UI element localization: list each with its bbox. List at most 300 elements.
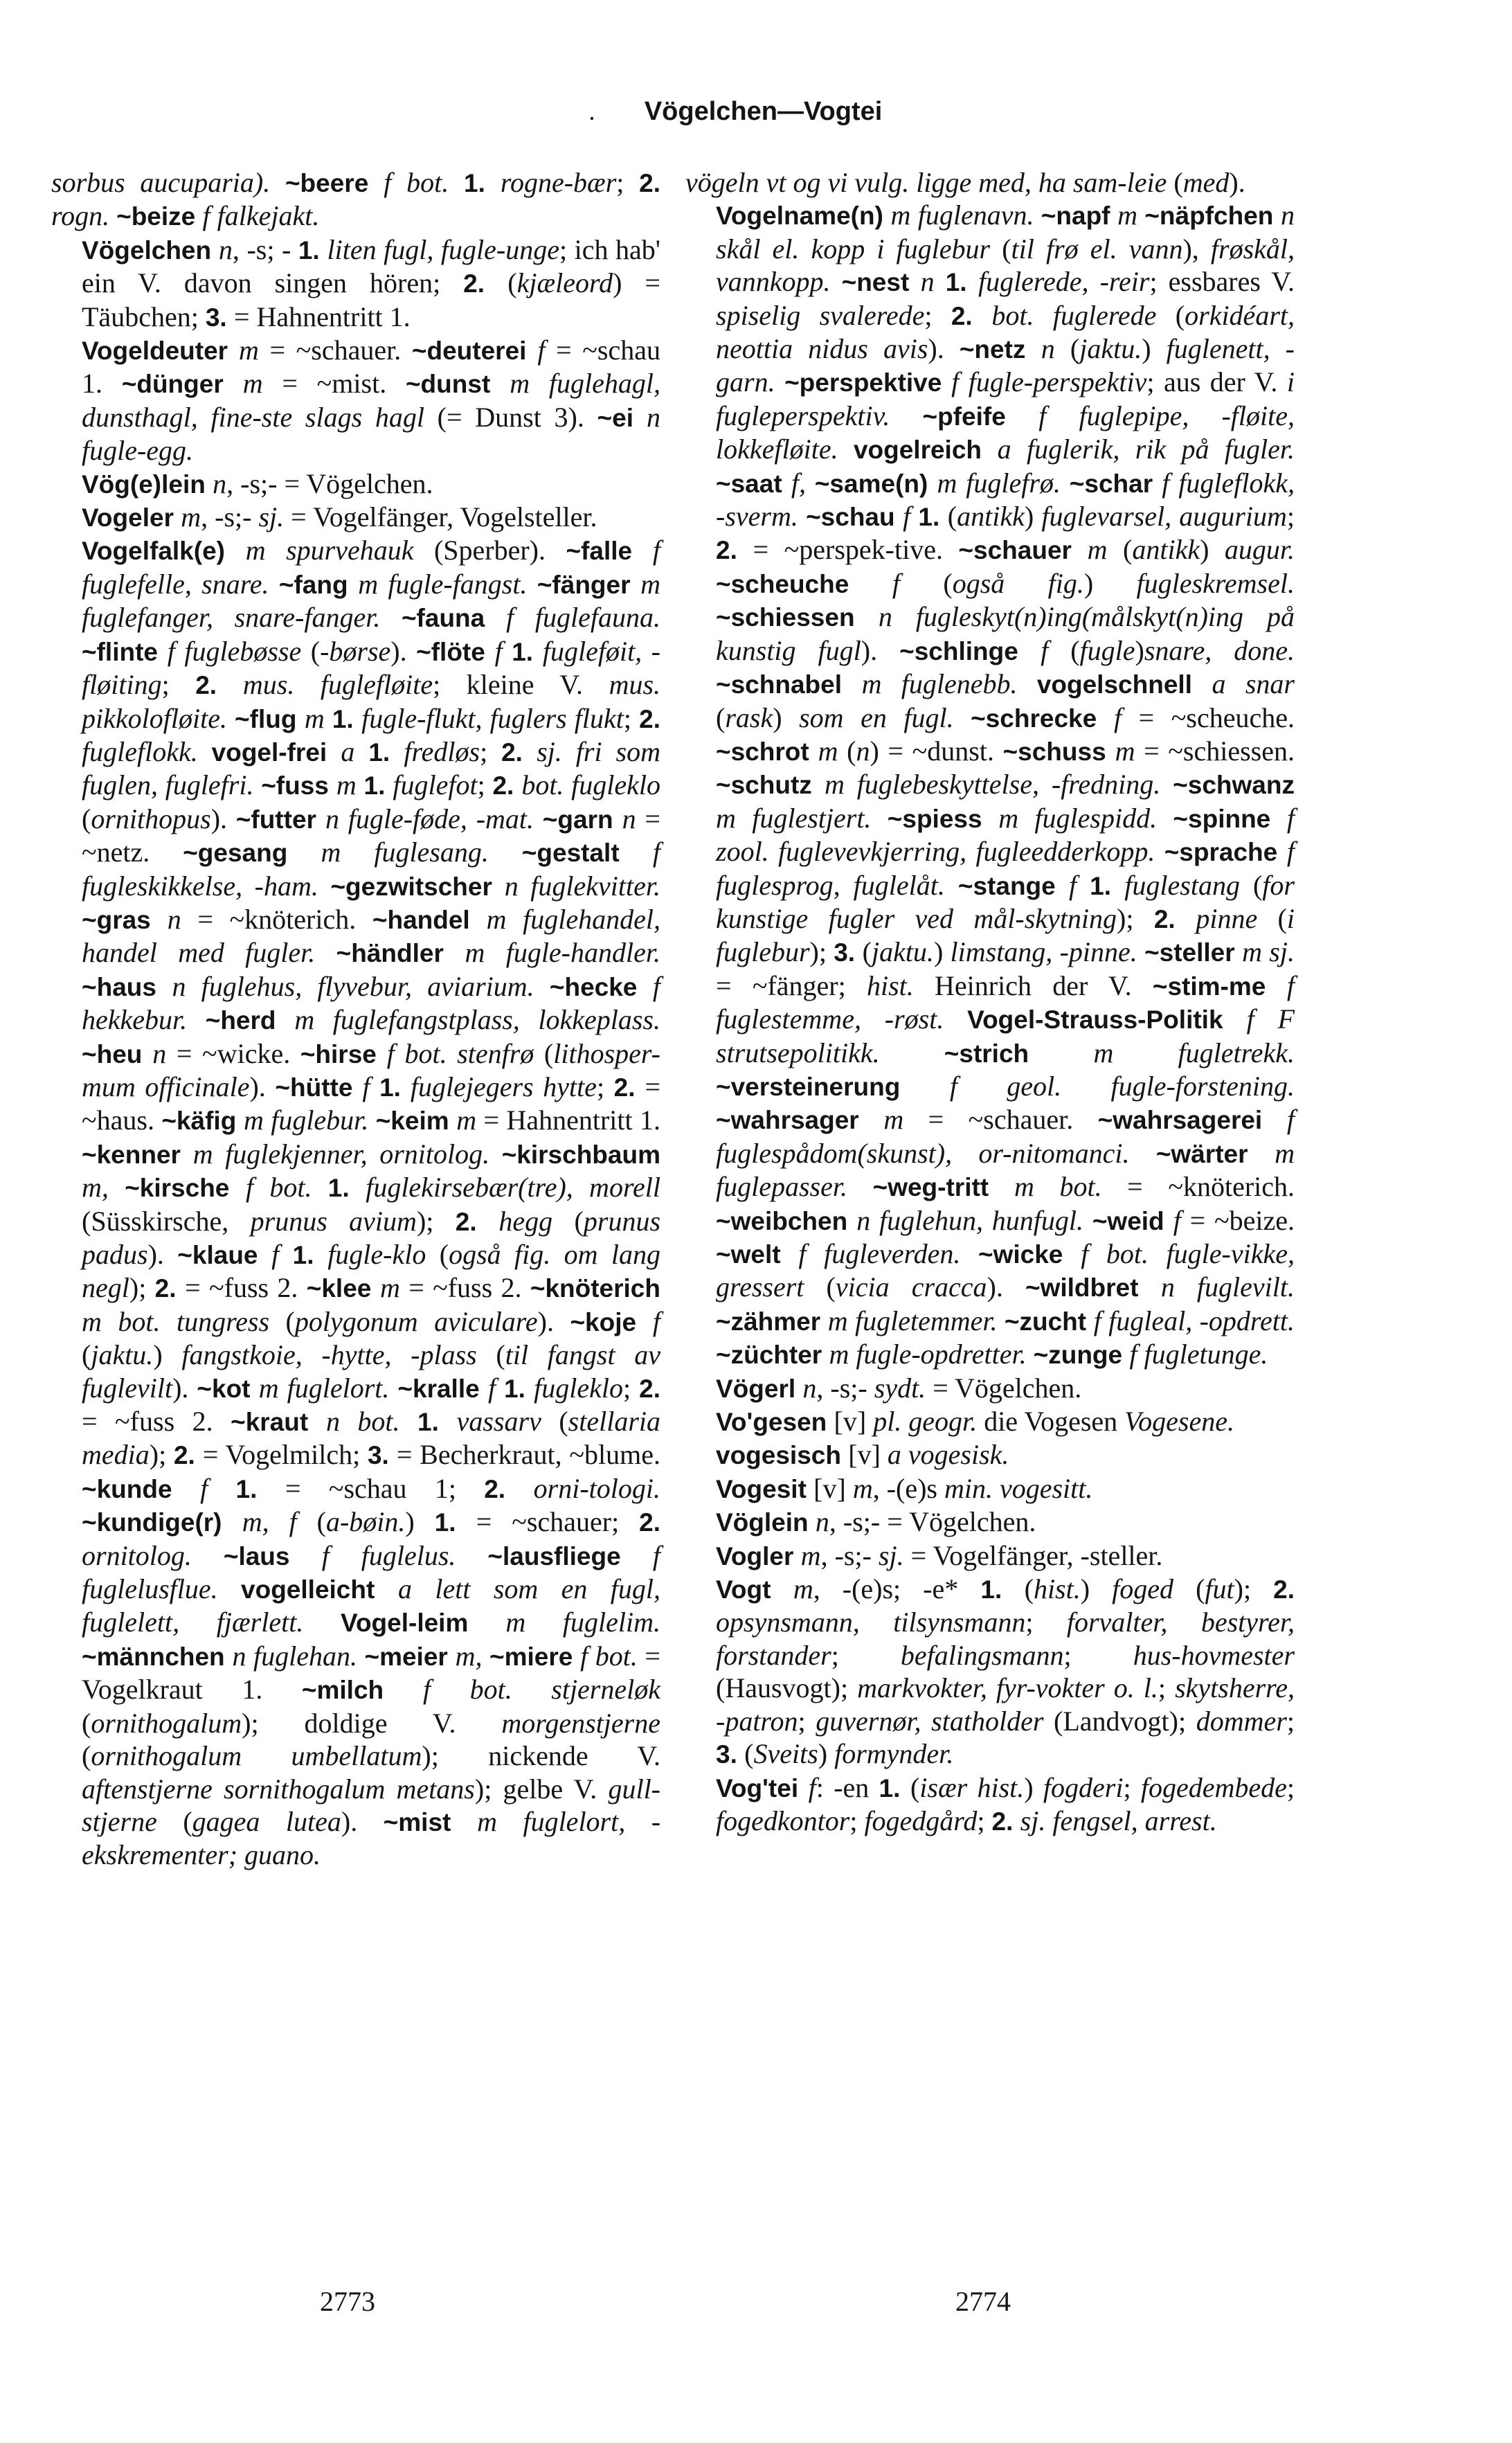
entry-text: = ~schau 1. — [82, 334, 660, 400]
entry-translation: bot. fuglerede — [991, 299, 1157, 331]
entry-headword: ~schiessen — [716, 603, 879, 632]
entry-headword: ~nest — [841, 268, 921, 297]
entry-translation: f fugle-perspektiv — [951, 366, 1147, 398]
entry-text: ( — [947, 501, 957, 533]
entry-text: = ~mist. — [262, 368, 406, 400]
entry-translation: formynder. — [834, 1738, 954, 1770]
entry-headword: 2. — [455, 1207, 499, 1236]
entry-translation: m fuglepasser. — [716, 1137, 1295, 1203]
entry-headword: ~netz — [959, 335, 1041, 364]
entry-translation: f fuglelus. — [321, 1539, 488, 1571]
entry-headword: ~mist — [383, 1807, 478, 1836]
entry-headword: ~händler — [336, 939, 465, 968]
entry-translation: sorbus aucuparia). — [51, 167, 285, 198]
entry-translation: m fugle-handler. — [465, 937, 661, 969]
entry-translation: m — [456, 1104, 477, 1136]
entry-text: ) — [818, 1738, 835, 1770]
entry-translation: bot. fugleklo — [521, 769, 660, 801]
entry-headword: ~kirschbaum — [501, 1140, 660, 1169]
entry-translation: vassarv — [456, 1406, 541, 1438]
entry-text: = ~schauer. — [903, 1104, 1098, 1136]
entry-translation: n fuglehun, hunfugl. — [856, 1204, 1092, 1236]
entry-translation: rask — [725, 701, 773, 733]
entry-headword: ~koje — [570, 1307, 653, 1336]
entry-translation: f — [537, 334, 546, 366]
entry-text: ) — [153, 1339, 182, 1371]
entry-translation: fut — [1205, 1573, 1234, 1605]
entry-translation: m fuglefangstplass, lokkeplass. — [294, 1004, 660, 1036]
entry-translation: f zool. fuglevevkjerring, fugleedderkopp. — [716, 802, 1295, 868]
entry-translation: f — [200, 1472, 236, 1504]
entry-text: ( — [507, 267, 517, 299]
entry-translation: f — [808, 1771, 816, 1803]
entry-translation: f — [1173, 1204, 1181, 1236]
entry-headword: 1. — [945, 268, 978, 297]
entry-text: ) — [1080, 1573, 1113, 1605]
dictionary-entry — [685, 1472, 1295, 1505]
entry-text: ); — [416, 1205, 456, 1237]
entry-translation: f bot. stjerneløk — [422, 1674, 660, 1706]
entry-headword: 2. — [991, 1807, 1020, 1836]
entry-headword: ~deuterei — [411, 337, 538, 366]
entry-text: ( — [1239, 869, 1263, 901]
entry-headword: ~napf — [1041, 202, 1118, 231]
entry-translation: fugle-flukt, fuglers flukt — [361, 702, 624, 734]
entry-headword: Vogt — [716, 1575, 793, 1604]
entry-translation: f bot. — [245, 1172, 328, 1203]
entry-headword: ~strich — [944, 1039, 1094, 1068]
entry-headword: ~heu — [82, 1039, 153, 1068]
entry-headword: 2. — [639, 169, 660, 197]
entry-headword: ~flinte — [82, 637, 168, 666]
entry-headword: ~versteinerung — [716, 1072, 950, 1101]
entry-headword: ~lausfliege — [487, 1541, 653, 1570]
entry-text: ; — [477, 769, 493, 801]
entry-translation: m fugle-fangst. — [358, 568, 537, 600]
entry-text: ; — [480, 735, 502, 767]
entry-translation: fredløs — [404, 735, 480, 767]
entry-headword: ~weid — [1092, 1206, 1173, 1235]
entry-translation: n — [802, 1372, 817, 1404]
entry-text: ) — [1135, 634, 1144, 666]
entry-headword: 2. — [195, 671, 243, 700]
entry-text: (Hausvogt); — [716, 1672, 858, 1704]
entry-text: ) = Täubchen; — [82, 267, 660, 332]
dictionary-entry — [51, 166, 660, 233]
entry-translation: som en fugl. — [799, 701, 971, 733]
entry-translation: m — [793, 1573, 813, 1605]
entry-translation: m — [181, 501, 201, 533]
entry-headword: vogelschnell — [1036, 670, 1212, 699]
entry-text: ( — [990, 233, 1011, 265]
entry-translation: m — [1115, 735, 1135, 767]
entry-text: = ~knöterich. — [181, 903, 372, 935]
entry-translation: n fuglekvitter. — [504, 870, 660, 902]
page-number-left: 2773 — [320, 2286, 375, 2317]
entry-text: = ~schiessen. — [1135, 735, 1295, 767]
entry-translation: f — [652, 1305, 660, 1337]
entry-translation: f fuglelusflue. — [82, 1539, 660, 1605]
entry-headword: 2. — [173, 1441, 203, 1470]
entry-translation: snare, done. — [1144, 634, 1295, 666]
entry-text: ). — [390, 635, 417, 667]
entry-headword: ~flöte — [416, 637, 495, 666]
entry-text: ( — [426, 1239, 449, 1270]
entry-headword: ~dünger — [121, 370, 243, 399]
entry-text: = ~fänger; — [716, 969, 867, 1001]
entry-text: ( — [838, 735, 856, 767]
entry-translation: n — [167, 903, 181, 935]
entry-text: = Vögelchen. — [926, 1372, 1082, 1404]
entry-text: ( — [1156, 299, 1185, 331]
entry-translation: fuglejegers hytte — [410, 1071, 597, 1102]
entry-translation: stellaria media — [82, 1406, 660, 1471]
entry-text: ; — [616, 167, 640, 198]
entry-translation: f — [903, 501, 919, 533]
entry-text: ( — [82, 1707, 91, 1739]
entry-headword: 2. — [484, 1474, 534, 1503]
entry-headword: Vogel-leim — [341, 1609, 506, 1638]
entry-headword: ~welt — [716, 1240, 799, 1269]
entry-translation: m sj. — [1242, 936, 1295, 968]
entry-headword: ~wärter — [1155, 1139, 1275, 1168]
entry-text: ( — [744, 1738, 754, 1770]
entry-translation: f fugleskikkelse, -ham. — [82, 836, 660, 902]
entry-translation: f — [1069, 869, 1090, 901]
dictionary-entry — [685, 1405, 1295, 1438]
entry-text: ); — [1117, 902, 1154, 934]
entry-text: ( — [804, 1271, 836, 1303]
dictionary-entry — [51, 233, 660, 334]
entry-headword: ~fänger — [537, 570, 641, 599]
entry-text: ; — [596, 1071, 614, 1102]
entry-text: ( — [552, 1205, 584, 1237]
entry-headword: ~futter — [235, 805, 325, 834]
entry-text: ( — [301, 635, 321, 667]
page-header — [0, 97, 1512, 127]
entry-translation: markvokter, fyr-vokter o. l. — [857, 1672, 1158, 1704]
entry-translation: fangstkoie, -hytte, -plass — [181, 1339, 477, 1371]
entry-text: ( — [1167, 167, 1183, 198]
entry-translation: m fuglekjenner, ornitolog. — [192, 1138, 502, 1170]
entry-translation: f fugleverden. — [798, 1238, 978, 1269]
entry-headword: ~zucht — [1004, 1307, 1094, 1336]
entry-translation: lithosper-mum officinale — [82, 1037, 660, 1102]
entry-translation: f — [362, 1071, 380, 1102]
entry-translation: f fuglebøsse — [167, 635, 302, 667]
entry-headword: 1. — [298, 235, 327, 265]
entry-headword: ~schutz — [716, 771, 825, 800]
entry-text: ). — [210, 803, 236, 834]
entry-translation: ornithopus — [91, 803, 211, 834]
entry-text: = ~knöterich. — [1101, 1171, 1295, 1203]
entry-text: = ~scheuche. — [1122, 701, 1295, 733]
entry-translation: n fugle-føde, -mat. — [325, 803, 543, 834]
entry-translation: f, — [791, 467, 815, 499]
entry-text: , -s; - — [232, 233, 298, 265]
entry-translation: hist. — [866, 969, 914, 1001]
entry-text: ( — [716, 701, 726, 733]
entry-headword: vogelleicht — [241, 1575, 398, 1604]
entry-translation: m fuglefrø. — [937, 467, 1070, 499]
entry-headword: ~schwanz — [1173, 771, 1295, 800]
entry-translation: spiselig svalerede — [716, 299, 925, 331]
entry-translation: a-bøin. — [325, 1506, 406, 1538]
entry-headword: 2. — [639, 1508, 661, 1537]
entry-translation: jaktu. — [871, 936, 934, 968]
entry-translation: n — [213, 467, 227, 499]
entry-headword: ~wildbret — [1025, 1273, 1161, 1303]
entry-text: = ~netz. — [82, 803, 660, 868]
entry-headword: Vöglein — [716, 1508, 816, 1537]
entry-translation: aftenstjerne sornithogalum metans — [82, 1773, 475, 1805]
entry-text: = Hahnentritt 1. — [233, 301, 411, 332]
entry-translation: f geol. fugle-forstening. — [949, 1070, 1295, 1102]
entry-headword: ~spiess — [887, 804, 999, 833]
entry-translation: f — [487, 1372, 505, 1404]
entry-headword: ~schauer — [958, 536, 1088, 565]
entry-headword: 1. — [368, 737, 404, 767]
entry-translation: polygonum aviculare — [294, 1305, 538, 1337]
entry-headword: ~fauna — [401, 604, 507, 633]
dictionary-entry — [51, 534, 660, 1871]
entry-headword: 1. — [434, 1508, 476, 1537]
entry-translation: sj. fri som fuglen, fuglefri. — [82, 735, 660, 801]
entry-translation: m fuglelim. — [505, 1607, 661, 1638]
entry-headword: Vogelfalk(e) — [82, 537, 246, 566]
entry-translation: a snar — [1212, 668, 1295, 700]
entry-translation: a lett som en fugl, fuglelett, fjærlett. — [82, 1573, 661, 1638]
entry-text: = ~beize. — [1180, 1204, 1295, 1236]
entry-text: ( — [1024, 1573, 1034, 1605]
entry-translation: -børse — [320, 635, 391, 667]
entry-headword: ~kenner — [82, 1140, 193, 1169]
entry-translation: vögeln vt og vi vulg. ligge med, ha sam-leie — [685, 167, 1167, 198]
dictionary-entry — [685, 166, 1295, 199]
dictionary-entry — [685, 199, 1295, 1371]
entry-translation: frøskål, vannkopp. — [716, 233, 1295, 298]
entry-translation: limstang, -pinne. — [950, 936, 1145, 968]
entry-translation: f bot. — [580, 1640, 638, 1672]
entry-translation: m, — [455, 1640, 490, 1672]
entry-headword: Vogelname(n) — [716, 202, 891, 231]
entry-text: ; — [798, 1705, 816, 1737]
entry-text: ); doldige V. — [242, 1707, 502, 1739]
entry-translation: n — [1041, 333, 1055, 365]
entry-headword: ~wahrsager — [716, 1106, 884, 1135]
entry-text: ); — [809, 936, 834, 968]
entry-text: ( — [82, 1339, 91, 1371]
entry-translation: mus. pikkolofløite. — [82, 669, 661, 734]
entry-translation: f falkejakt. — [202, 200, 320, 232]
entry-translation: m fugletrekk. — [1093, 1037, 1295, 1068]
entry-translation: m — [242, 368, 263, 400]
entry-text: ( — [541, 1406, 568, 1438]
entry-headword: vogel-frei — [211, 737, 341, 767]
entry-headword: 1. — [332, 704, 362, 733]
entry-translation: fuglenett, -garn. — [716, 333, 1295, 398]
entry-translation: sj. — [878, 1539, 904, 1571]
entry-headword: ~schuss — [1002, 737, 1115, 766]
entry-translation: n fuglevilt. — [1160, 1271, 1295, 1303]
entry-headword: 1. — [417, 1408, 457, 1437]
entry-translation: m fuglenebb. — [861, 668, 1037, 700]
entry-text: ( — [862, 936, 872, 968]
entry-headword: ~milch — [301, 1676, 423, 1705]
entry-translation: f fuglestemme, -røst. — [716, 969, 1295, 1035]
entry-text: ); — [129, 1272, 155, 1304]
entry-translation: f bot. fugle-vikke, gressert — [716, 1238, 1295, 1303]
entry-text: ; — [1158, 1672, 1176, 1704]
dictionary-entry — [685, 1372, 1295, 1405]
entry-translation: fugle — [1079, 634, 1135, 666]
entry-translation: n fugleskyt(n)ing(målskyt(n)ing på kunstig fugl — [716, 601, 1295, 666]
entry-translation: n — [218, 233, 233, 265]
entry-text: = ~perspek-tive. — [753, 534, 959, 566]
entry-translation: vicia cracca — [835, 1271, 987, 1303]
entry-headword: ~stim-me — [1152, 972, 1287, 1001]
entry-text: = Vogelmilch; — [202, 1439, 368, 1471]
entry-translation: m — [1087, 534, 1108, 566]
entry-headword: 1. — [464, 169, 501, 197]
entry-translation: mus. fuglefløite — [242, 669, 433, 701]
entry-headword: 2. — [154, 1274, 186, 1303]
entry-translation: hegg — [498, 1205, 553, 1237]
entry-headword: ~haus — [82, 972, 172, 1001]
entry-headword: ~hecke — [549, 972, 653, 1001]
entry-text: ( — [476, 1339, 505, 1371]
entry-text: (Sperber). — [413, 535, 566, 566]
dictionary-entry — [51, 501, 660, 534]
entry-translation: fugleskremsel. — [1136, 567, 1295, 599]
entry-translation: hist. — [1033, 1573, 1081, 1605]
entry-headword: 3. — [716, 1740, 745, 1769]
entry-translation: jaktu. — [91, 1339, 154, 1371]
entry-headword: ~fuss — [261, 771, 336, 800]
entry-headword: ~herd — [205, 1006, 295, 1035]
entry-text: = ~wicke. — [166, 1037, 300, 1069]
entry-text: ) — [1024, 1771, 1043, 1803]
entry-text: ); — [149, 1439, 174, 1471]
entry-translation: m fuglebur. — [243, 1104, 376, 1136]
entry-translation: m — [304, 702, 332, 734]
entry-headword: ~scheuche — [716, 569, 892, 598]
entry-translation: hus-hovmester — [1133, 1639, 1295, 1671]
entry-headword: 2. — [492, 771, 522, 800]
entry-translation: n — [622, 803, 636, 834]
entry-text: , -s;- — [820, 1539, 879, 1571]
entry-headword: ~keim — [375, 1107, 457, 1136]
entry-headword: Vögelchen — [82, 235, 219, 265]
entry-translation: f fuglefauna. — [506, 602, 660, 634]
entry-headword: Vögerl — [716, 1374, 803, 1403]
entry-translation: pl. geogr. — [873, 1406, 978, 1438]
entry-text: = ~haus. — [82, 1071, 660, 1136]
header-dot: . — [588, 97, 596, 126]
entry-text: ; — [1286, 1705, 1295, 1737]
entry-text: = ~fuss 2. — [185, 1272, 307, 1304]
entry-text: = ~fuss 2. — [399, 1272, 530, 1304]
entry-headword: ~kundige(r) — [82, 1508, 242, 1537]
entry-translation: ornitolog. — [82, 1539, 224, 1571]
entry-translation: m — [818, 735, 838, 767]
entry-headword: 1. — [1090, 871, 1125, 900]
entry-text: ; — [1286, 501, 1295, 533]
entry-translation: m fuglehagl, dunsthagl, fine-ste slags hagl — [82, 368, 660, 433]
entry-headword: 2. — [1273, 1575, 1295, 1604]
entry-text: ) — [1200, 534, 1225, 566]
entry-translation: m — [336, 769, 364, 801]
entry-translation: m, — [82, 1172, 125, 1203]
entry-headword: ~gesang — [183, 839, 321, 868]
entry-headword: ~schlinge — [899, 636, 1041, 665]
entry-text: Heinrich der V. — [913, 969, 1153, 1001]
entry-text: = Vogelkraut 1. — [82, 1640, 660, 1706]
entry-text: ) = ~dunst. — [870, 735, 1003, 767]
dictionary-entry — [51, 334, 660, 467]
entry-headword: ~näpfchen — [1144, 202, 1281, 231]
entry-text: ; — [1123, 1771, 1141, 1803]
left-column — [51, 166, 660, 1872]
entry-headword: Vo'gesen — [716, 1408, 834, 1437]
entry-headword: ~kot — [197, 1374, 259, 1403]
entry-translation: fogedembede — [1140, 1771, 1287, 1803]
entry-headword: ~dunst — [405, 370, 510, 399]
entry-headword: 2. — [639, 1374, 660, 1403]
entry-translation: n bot. — [325, 1406, 418, 1438]
entry-headword: ~knöterich — [530, 1274, 660, 1303]
entry-text: ), — [1182, 233, 1211, 265]
entry-translation: m — [883, 1104, 904, 1136]
entry-translation: n — [920, 266, 946, 298]
entry-translation: antikk — [1132, 534, 1200, 566]
entry-translation: jaktu. — [1079, 333, 1142, 365]
entry-translation: med — [1182, 167, 1230, 198]
entry-headword: Vogler — [716, 1541, 801, 1570]
entry-headword: ~hütte — [275, 1073, 363, 1102]
entry-text: (= Dunst 3). — [424, 401, 597, 433]
entry-text: ) — [933, 936, 951, 968]
entry-translation: fugleflokk. — [82, 735, 212, 767]
entry-headword: ~schar — [1069, 469, 1162, 498]
entry-translation: fugle-klo — [327, 1239, 426, 1270]
entry-translation: gagea lutea — [192, 1805, 341, 1837]
entry-headword: vogesisch — [716, 1441, 849, 1470]
entry-text: = Hahnentritt 1. — [476, 1104, 660, 1136]
entry-headword: 1. — [235, 1474, 285, 1503]
entry-translation: n skål el. kopp i fuglebur — [716, 199, 1295, 265]
entry-translation: f fuglepipe, -fløite, lokkefløite. — [716, 400, 1295, 465]
entry-translation: rogne-bær — [500, 167, 617, 198]
entry-translation: f fugletunge. — [1129, 1339, 1268, 1370]
entry-translation: til fangst av fuglevilt — [82, 1339, 661, 1404]
entry-translation: kjæleord — [516, 267, 613, 299]
entry-text: ; — [849, 1805, 865, 1836]
entry-text: , -s;- — [201, 501, 259, 533]
right-column — [685, 166, 1295, 1838]
entry-headword: ~flug — [235, 704, 305, 733]
entry-headword: ~gestalt — [521, 839, 653, 868]
dictionary-entry — [685, 1539, 1295, 1573]
entry-headword: ~sprache — [1164, 838, 1287, 867]
entry-translation: m, f — [242, 1506, 297, 1538]
entry-text: ( — [1054, 333, 1080, 365]
entry-text: ( — [1048, 634, 1080, 666]
entry-headword: Vogeler — [82, 503, 181, 533]
entry-headword: 1. — [879, 1773, 910, 1802]
entry-text: ). — [1229, 167, 1245, 198]
entry-text: ; — [623, 702, 640, 734]
